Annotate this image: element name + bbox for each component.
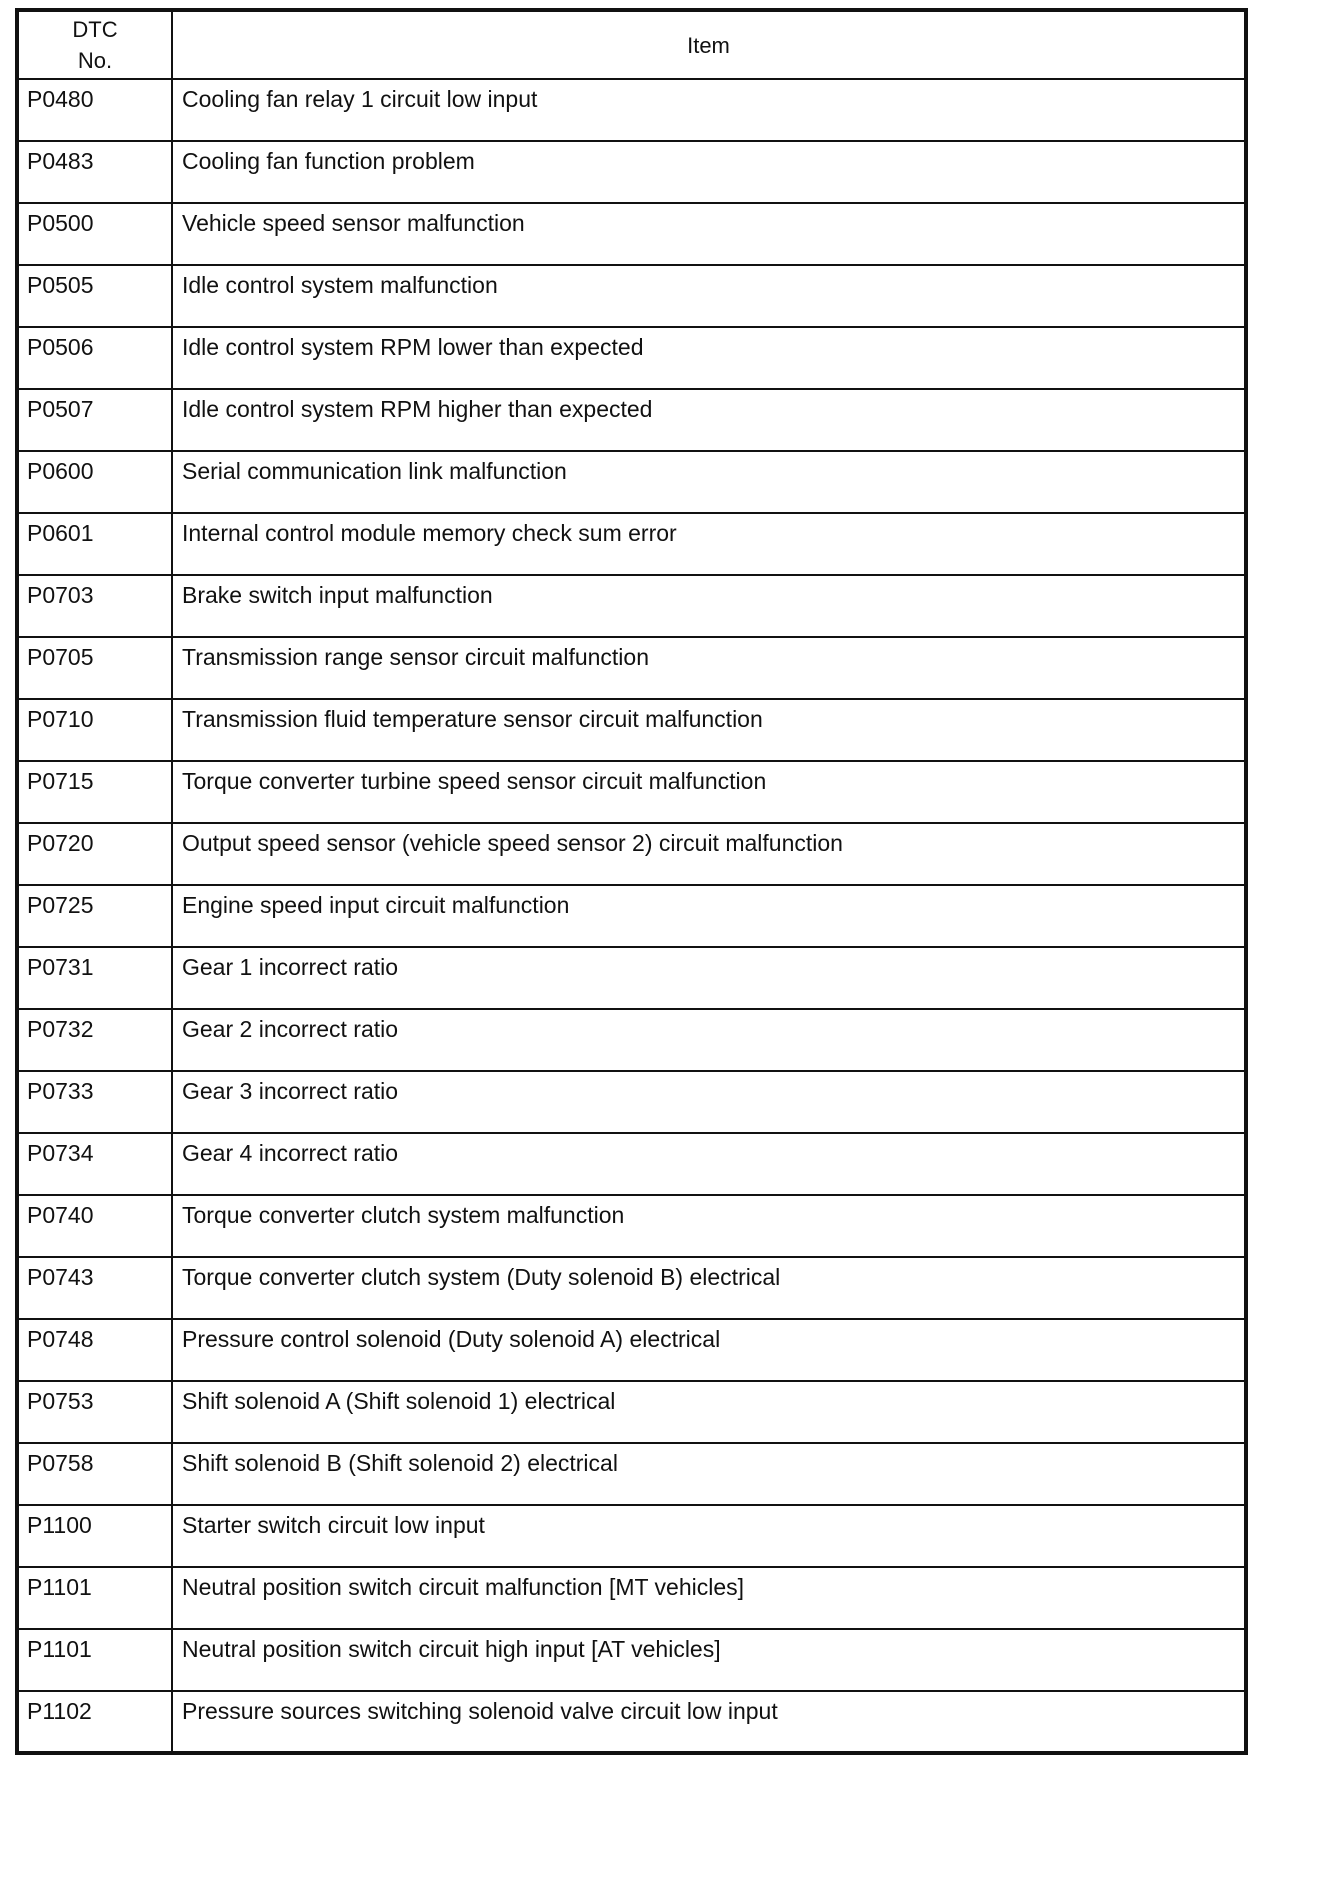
dtc-code-cell: P0740: [17, 1195, 172, 1257]
table-row: [17, 699, 1246, 761]
dtc-item-cell: Gear 3 incorrect ratio: [172, 1071, 1246, 1133]
table-row: [17, 1505, 1246, 1567]
table-row: [17, 575, 1246, 637]
dtc-code-cell: P0748: [17, 1319, 172, 1381]
table-row: [17, 451, 1246, 513]
dtc-code-cell: P0507: [17, 389, 172, 451]
dtc-code-cell: P1101: [17, 1629, 172, 1691]
dtc-item-cell: Output speed sensor (vehicle speed sensor 2) circuit malfunction: [172, 823, 1246, 885]
dtc-code-cell: P0734: [17, 1133, 172, 1195]
dtc-item-cell: Idle control system malfunction: [172, 265, 1246, 327]
dtc-item-cell: Neutral position switch circuit malfunction [MT vehicles]: [172, 1567, 1246, 1629]
table-row: [17, 141, 1246, 203]
dtc-item-cell: Transmission fluid temperature sensor circuit malfunction: [172, 699, 1246, 761]
dtc-code-cell: P0758: [17, 1443, 172, 1505]
table-row: [17, 265, 1246, 327]
table-row: [17, 1257, 1246, 1319]
dtc-item-cell: Idle control system RPM lower than expected: [172, 327, 1246, 389]
table-row: [17, 1629, 1246, 1691]
table-row: [17, 1009, 1246, 1071]
dtc-code-cell: P1101: [17, 1567, 172, 1629]
dtc-item-cell: Brake switch input malfunction: [172, 575, 1246, 637]
dtc-item-cell: Cooling fan relay 1 circuit low input: [172, 79, 1246, 141]
table-row: [17, 947, 1246, 1009]
table-row: [17, 1195, 1246, 1257]
dtc-code-cell: P0733: [17, 1071, 172, 1133]
table-row: [17, 885, 1246, 947]
dtc-code-cell: P1102: [17, 1691, 172, 1753]
dtc-item-cell: Internal control module memory check sum error: [172, 513, 1246, 575]
dtc-item-cell: Starter switch circuit low input: [172, 1505, 1246, 1567]
dtc-item-cell: Serial communication link malfunction: [172, 451, 1246, 513]
dtc-code-cell: P0506: [17, 327, 172, 389]
dtc-code-cell: P0732: [17, 1009, 172, 1071]
dtc-table: [15, 8, 1248, 1755]
table-row: [17, 1071, 1246, 1133]
table-row: [17, 1133, 1246, 1195]
dtc-item-cell: Shift solenoid A (Shift solenoid 1) electrical: [172, 1381, 1246, 1443]
table-row: [17, 1319, 1246, 1381]
dtc-code-cell: P0480: [17, 79, 172, 141]
table-row: [17, 513, 1246, 575]
dtc-header-line1: DTC: [72, 17, 118, 42]
table-row: [17, 327, 1246, 389]
dtc-code-cell: P0710: [17, 699, 172, 761]
header-row: [17, 10, 1246, 79]
dtc-code-cell: P0753: [17, 1381, 172, 1443]
dtc-item-cell: Transmission range sensor circuit malfunction: [172, 637, 1246, 699]
dtc-item-cell: Gear 4 incorrect ratio: [172, 1133, 1246, 1195]
dtc-code-cell: P0483: [17, 141, 172, 203]
dtc-header-line2: No.: [77, 48, 113, 73]
dtc-code-cell: P1100: [17, 1505, 172, 1567]
dtc-item-cell: Torque converter clutch system malfunction: [172, 1195, 1246, 1257]
table-row: [17, 1443, 1246, 1505]
dtc-code-cell: P0705: [17, 637, 172, 699]
dtc-code-cell: P0731: [17, 947, 172, 1009]
dtc-code-cell: P0601: [17, 513, 172, 575]
dtc-item-cell: Neutral position switch circuit high input [AT vehicles]: [172, 1629, 1246, 1691]
table-row: [17, 79, 1246, 141]
dtc-code-cell: P0600: [17, 451, 172, 513]
dtc-item-cell: Engine speed input circuit malfunction: [172, 885, 1246, 947]
dtc-no-header: [17, 10, 172, 79]
dtc-item-cell: Gear 1 incorrect ratio: [172, 947, 1246, 1009]
dtc-item-cell: Vehicle speed sensor malfunction: [172, 203, 1246, 265]
table-row: [17, 823, 1246, 885]
table-row: [17, 389, 1246, 451]
table-row: [17, 203, 1246, 265]
dtc-item-cell: Pressure sources switching solenoid valve circuit low input: [172, 1691, 1246, 1753]
table-row: [17, 637, 1246, 699]
dtc-code-cell: P0715: [17, 761, 172, 823]
table-row: [17, 761, 1246, 823]
table-body: [17, 79, 1246, 1753]
table-row: [17, 1567, 1246, 1629]
table-row: [17, 1381, 1246, 1443]
dtc-item-cell: Gear 2 incorrect ratio: [172, 1009, 1246, 1071]
dtc-item-cell: Torque converter clutch system (Duty solenoid B) electrical: [172, 1257, 1246, 1319]
dtc-code-cell: P0720: [17, 823, 172, 885]
dtc-item-cell: Pressure control solenoid (Duty solenoid A) electrical: [172, 1319, 1246, 1381]
table-row: [17, 1691, 1246, 1753]
table-header: [17, 10, 1246, 79]
dtc-code-cell: P0703: [17, 575, 172, 637]
dtc-item-cell: Shift solenoid B (Shift solenoid 2) electrical: [172, 1443, 1246, 1505]
dtc-code-cell: P0743: [17, 1257, 172, 1319]
dtc-code-cell: P0725: [17, 885, 172, 947]
dtc-item-cell: Torque converter turbine speed sensor circuit malfunction: [172, 761, 1246, 823]
dtc-item-cell: Cooling fan function problem: [172, 141, 1246, 203]
item-header: Item: [172, 10, 1246, 79]
dtc-code-cell: P0500: [17, 203, 172, 265]
dtc-code-cell: P0505: [17, 265, 172, 327]
dtc-item-cell: Idle control system RPM higher than expected: [172, 389, 1246, 451]
